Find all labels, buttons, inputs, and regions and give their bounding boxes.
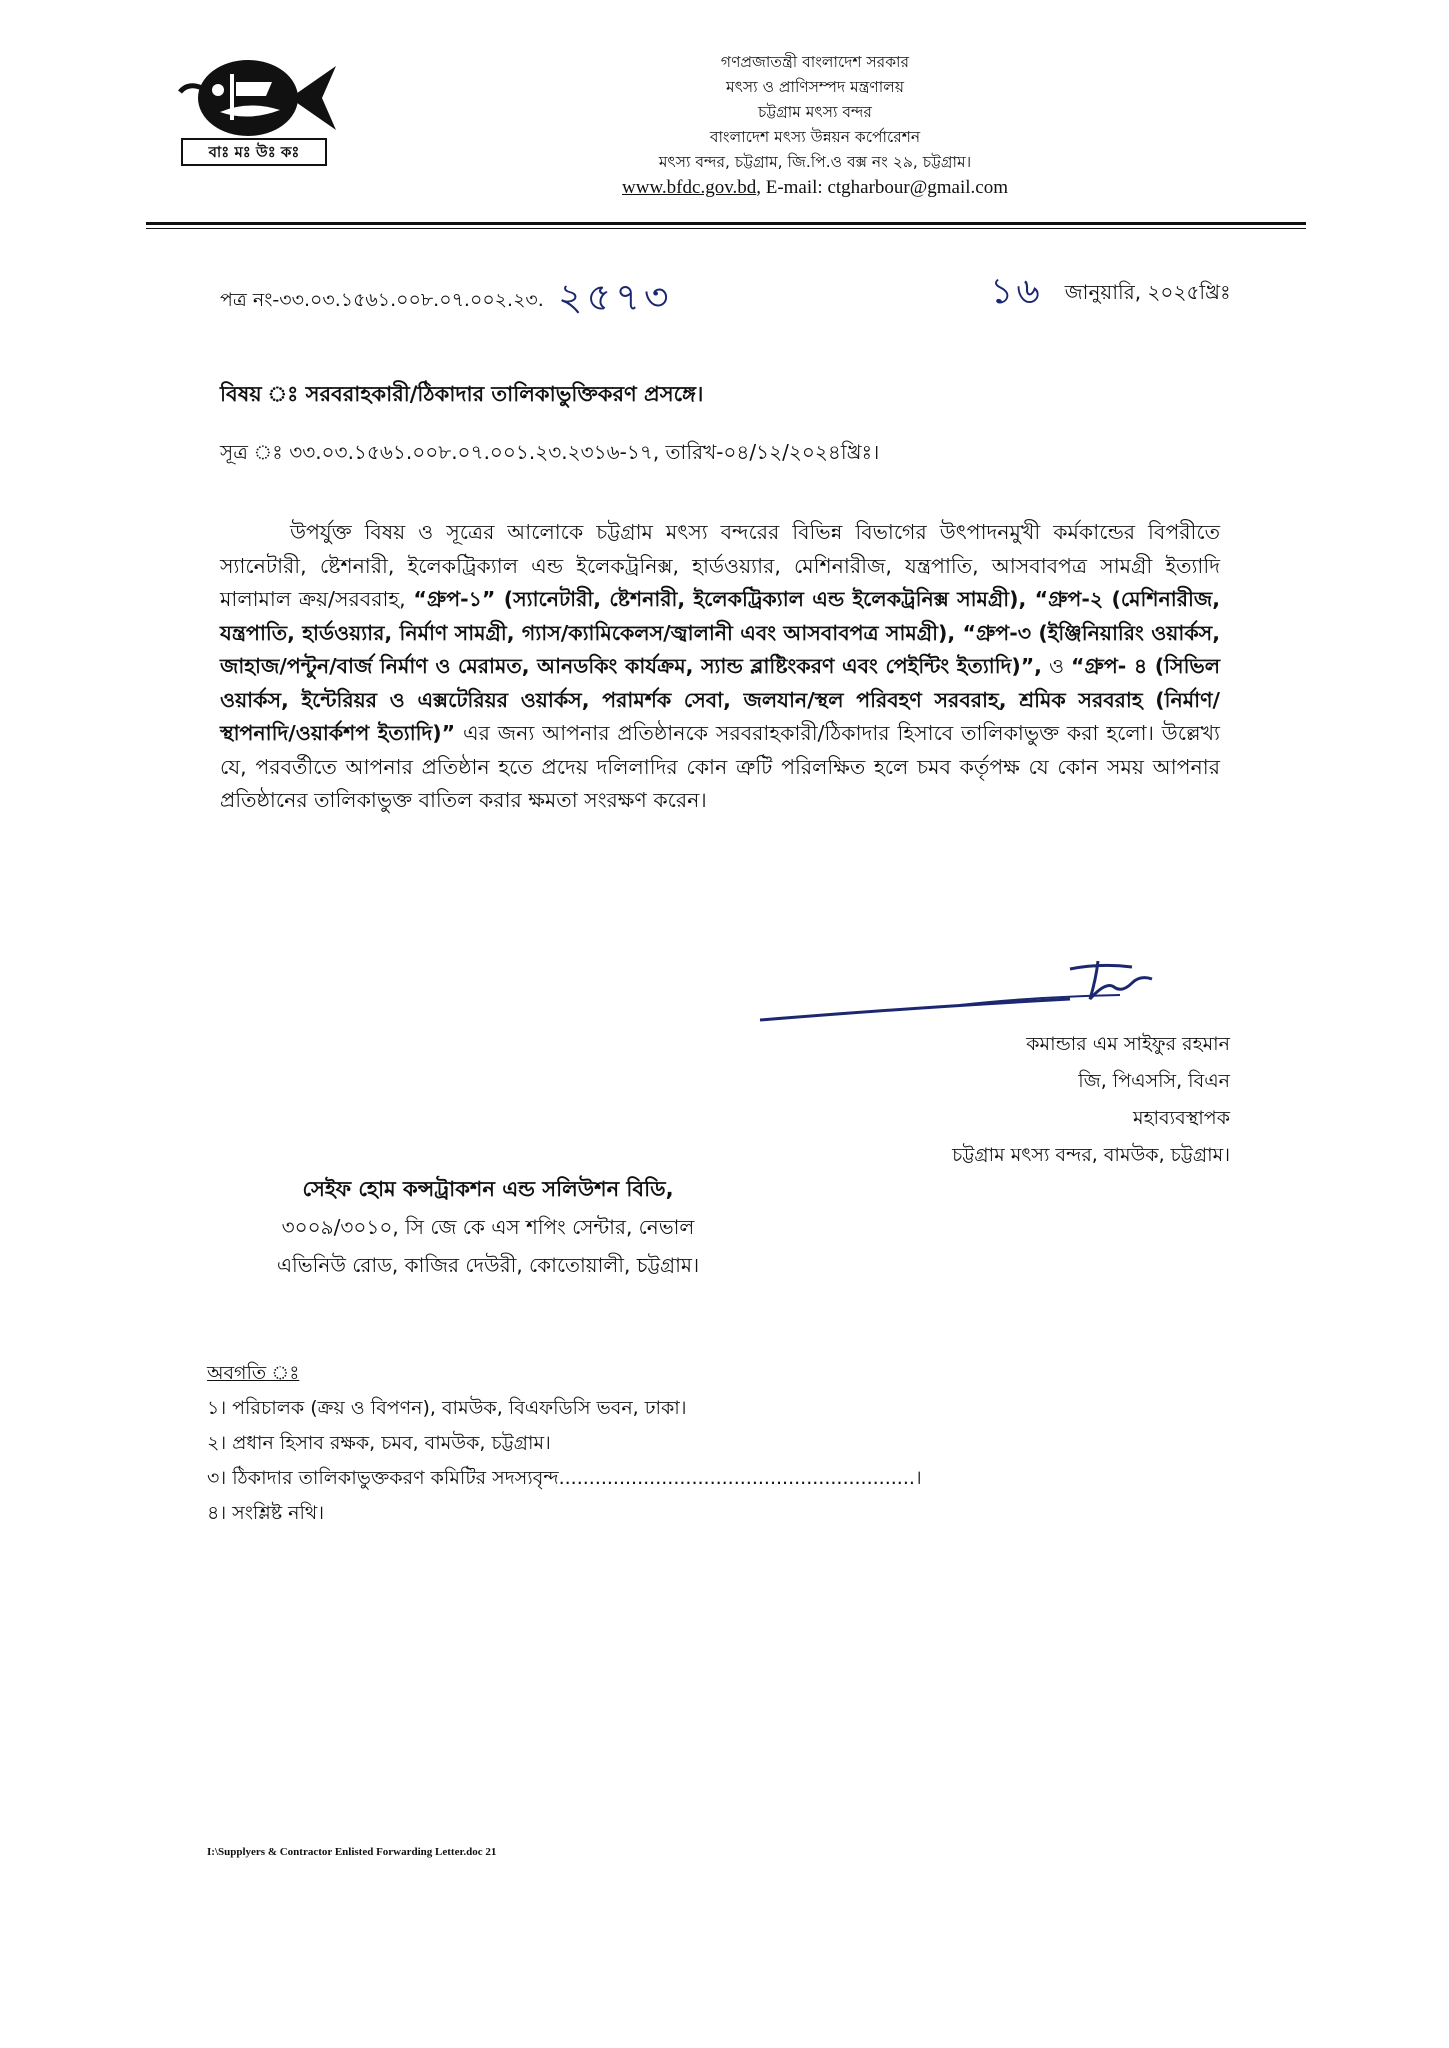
addressee-block: [208, 1170, 768, 1284]
header-rule: [146, 222, 1306, 225]
signatory-name: কমান্ডার এম সাইফুর রহমান: [1026, 1033, 1230, 1055]
addressee-line-1: ৩০০৯/৩০১০, সি জে কে এস শপিং সেন্টার, নেভাল: [281, 1215, 695, 1239]
signatory-credentials: জি, পিএসসি, বিএন: [1078, 1070, 1230, 1092]
handwritten-signature: [740, 945, 1190, 1035]
signatory-office: চট্টগ্রাম মৎস্য বন্দর, বামউক, চট্টগ্রাম।: [952, 1144, 1230, 1166]
body-text-2: এর জন্য আপনার প্রতিষ্ঠানকে সরবরাহকারী/ঠিকাদার হিসাবে তালিকাভুক্ত করা হলো। উল্লেখ্য যে, পরবর্তীতে আপনার প্রতিষ্ঠান হতে প্রদেয় দলিলাদির কোন ত্রুটি পরিলক্ষিত হলে চমব কর্তৃপক্ষ যে কোন সময় আপনার প্রতিষ্ঠানের তালিকাভুক্ত বাতিল করার ক্ষমতা সংরক্ষণ করেন।: [220, 721, 1221, 812]
body-text-1: উপর্যুক্ত বিষয় ও সূত্রের আলোকে চট্টগ্রাম মৎস্য বন্দরের বিভিন্ন বিভাগের উৎপাদনমুখী কর্মকান্ডের বিপরীতে স্যানেটারী, ষ্টেশনারী, ইলেকট্রিক্যাল এন্ড ইলেকট্রনিক্স, হার্ডওয়্যার, মেশিনারীজ, যন্ত্রপাতি, আসবাবপত্র সামগ্রী ইত্যাদি মালামাল ক্রয়/সরবরাহ,: [220, 520, 1220, 611]
date-text: জানুয়ারি, ২০২৫খ্রিঃ: [1064, 280, 1231, 304]
addressee-line-2: এভিনিউ রোড, কাজির দেউরী, কোতোয়ালী, চট্টগ্রাম।: [276, 1253, 700, 1277]
handwritten-day: ১৬: [990, 271, 1043, 312]
fish-emblem-icon: [172, 52, 340, 142]
file-path-footer: I:\Supplyers & Contractor Enlisted Forwarding Letter.doc 21: [207, 1846, 497, 1858]
body-groups-1-3: “গ্রুপ-১” (স্যানেটারী, ষ্টেশনারী, ইলেকট্রিক্যাল এন্ড ইলেকট্রনিক্স সামগ্রী), “গ্রুপ-২ (মেশিনারীজ, যন্ত্রপাতি, হার্ডওয়্যার, নির্মাণ সামগ্রী, গ্যাস/ক্যামিকেলস/জ্বালানী এবং আসবাবপত্র সামগ্রী), “গ্রুপ-৩ (ইঞ্জিনিয়ারিং ওয়ার্কস, জাহাজ/পন্টুন/বার্জ নির্মাণ ও মেরামত, আনডকিং কার্যক্রম, স্যান্ড ব্লাষ্টিংকরণ এবং পেইন্টিং ইত্যাদি)”,: [220, 587, 1220, 678]
signatory-designation: মহাব্যবস্থাপক: [1133, 1107, 1230, 1129]
letter-date: [990, 264, 1231, 324]
letterhead-line-5: মৎস্য বন্দর, চট্টগ্রাম, জি.পি.ও বক্স নং ২৯, চট্টগ্রাম।: [658, 153, 972, 171]
copy-to-item: ২। প্রধান হিসাব রক্ষক, চমব, বামউক, চট্টগ্রাম।: [207, 1432, 551, 1454]
body-group-4: “গ্রুপ- ৪ (সিভিল ওয়ার্কস, ইন্টেরিয়র ও এক্সটেরিয়র ওয়ার্কস, পরামর্শক সেবা, জলযান/স্থল পরিবহণ সরবরাহ, শ্রমিক সরবরাহ (নির্মাণ/স্থাপনাদি/ওয়ার্কশপ ইত্যাদি)”: [220, 654, 1220, 745]
source-line: সূত্র ঃ ৩৩.০৩.১৫৬১.০০৮.০৭.০০১.২৩.২৩১৬-১৭, তারিখ-০৪/১২/২০২৪খ্রিঃ।: [220, 440, 880, 464]
letterhead-contact: [500, 175, 1130, 200]
copy-to-title: অবগতি ঃ: [207, 1362, 300, 1384]
body-paragraph: [220, 516, 1220, 818]
copy-to-item: ৪। সংশ্লিষ্ট নথি।: [207, 1502, 325, 1524]
logo-caption: বাঃ মঃ উঃ কঃ: [181, 138, 327, 166]
signatory-block: [760, 1026, 1230, 1174]
header-rule-thin: [146, 228, 1306, 229]
website-link[interactable]: www.bfdc.gov.bd: [622, 177, 757, 198]
body-connector: ও: [1041, 654, 1072, 678]
addressee-name: সেইফ হোম কন্সট্রাকশন এন্ড সলিউশন বিডি,: [302, 1177, 674, 1201]
reference-number: [220, 268, 673, 332]
copy-to-item: ৩। ঠিকাদার তালিকাভুক্তকরণ কমিটির সদস্যবৃন্দ...........................................................।: [207, 1467, 922, 1489]
copy-to-list: [207, 1356, 922, 1531]
letterhead-line-4: বাংলাদেশ মৎস্য উন্নয়ন কর্পোরেশন: [709, 128, 921, 146]
subject-line: বিষয় ঃ সরবরাহকারী/ঠিকাদার তালিকাভুক্তিকরণ প্রসঙ্গে।: [220, 382, 704, 406]
letterhead-line-3: চট্টগ্রাম মৎস্য বন্দর: [758, 103, 872, 121]
letterhead: [500, 50, 1130, 200]
letterhead-line-2: মৎস্য ও প্রাণিসম্পদ মন্ত্রণালয়: [726, 78, 904, 96]
copy-to-item: ১। পরিচালক (ক্রয় ও বিপণন), বামউক, বিএফডিসি ভবন, ঢাকা।: [207, 1397, 687, 1419]
reference-text: পত্র নং-৩৩.০৩.১৫৬১.০০৮.০৭.০০২.২৩.: [220, 289, 544, 311]
letterhead-line-1: গণপ্রজাতন্ত্রী বাংলাদেশ সরকার: [720, 53, 910, 71]
handwritten-reference: ২৫৭৩: [557, 275, 673, 319]
email-text: , E-mail: ctgharbour@gmail.com: [756, 177, 1008, 198]
